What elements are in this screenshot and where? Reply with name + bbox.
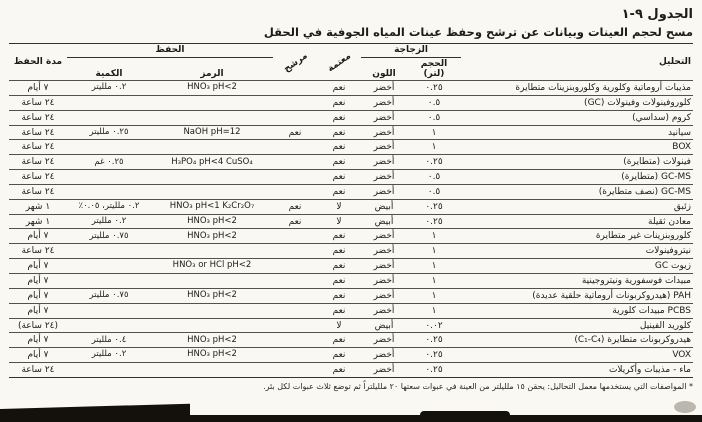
header-opaque-label: معتمة [326, 51, 354, 75]
volume-cell: ٠.٢٥ [407, 81, 461, 96]
table-row [9, 184, 693, 199]
filtered-cell [273, 333, 317, 348]
filtered-cell: نعم [273, 125, 317, 140]
preservative-quantity-cell [67, 140, 151, 155]
opaque-cell: نعم [317, 333, 361, 348]
filtered-cell [273, 288, 317, 303]
holding-time-cell: (٢٤ ساعة) [9, 318, 67, 333]
filtered-cell [273, 184, 317, 199]
holding-time-cell: ٢٤ ساعة [9, 125, 67, 140]
preservative-symbol-cell: NaOH pH=12 [151, 125, 273, 140]
preservative-quantity-cell [67, 110, 151, 125]
volume-cell: ٠.٢٥ [407, 155, 461, 170]
holding-time-cell: ٢٤ ساعة [9, 244, 67, 259]
holding-time-cell: ٧ أيام [9, 259, 67, 274]
bottle-color-cell: أخضر [361, 348, 407, 363]
opaque-cell: لا [317, 318, 361, 333]
header-bottle-group: الزجاجة [361, 44, 461, 58]
bottle-color-cell: أخضر [361, 229, 407, 244]
table-row [9, 214, 693, 229]
preservative-symbol-cell: HNO₃ or HCl pH<2 [151, 259, 273, 274]
volume-cell: ٠.٥ [407, 184, 461, 199]
holding-time-cell: ٧ أيام [9, 348, 67, 363]
table-row [9, 199, 693, 214]
opaque-cell: نعم [317, 125, 361, 140]
opaque-cell: نعم [317, 273, 361, 288]
analysis-cell: هيدروكربونات متطايرة (C₁-C₄) [461, 333, 693, 348]
holding-time-cell: ٧ أيام [9, 229, 67, 244]
opaque-cell: نعم [317, 110, 361, 125]
preservative-quantity-cell [67, 184, 151, 199]
opaque-cell: لا [317, 214, 361, 229]
volume-cell: ٠.٠٢ [407, 318, 461, 333]
table-row [9, 110, 693, 125]
opaque-cell: نعم [317, 348, 361, 363]
table-row [9, 81, 693, 96]
opaque-cell: نعم [317, 140, 361, 155]
table-row [9, 348, 693, 363]
analysis-cell: فينولات (متطايرة) [461, 155, 693, 170]
preservative-symbol-cell [151, 273, 273, 288]
table-row [9, 259, 693, 274]
bottle-color-cell: أخضر [361, 363, 407, 378]
preservative-symbol-cell: HNO₃ pH<2 [151, 288, 273, 303]
table-header [9, 44, 693, 81]
volume-cell: ٠.٢٥ [407, 363, 461, 378]
opaque-cell: نعم [317, 229, 361, 244]
preservative-symbol-cell [151, 303, 273, 318]
holding-time-cell: ٢٤ ساعة [9, 95, 67, 110]
opaque-cell: نعم [317, 303, 361, 318]
preservative-symbol-cell: HNO₃ pH<2 [151, 333, 273, 348]
preservative-symbol-cell: HNO₃ pH<2 [151, 81, 273, 96]
table-row [9, 363, 693, 378]
footnote: * المواصفات التي يستخدمها معمل التحاليل: يحقن ١٥ ملليلتر من العينة في عبوات سعتها ٢٠ ملليلتراً ثم توضع ثلاث عبوات لكل بئر. [263, 381, 693, 391]
opaque-cell: نعم [317, 288, 361, 303]
opaque-cell: نعم [317, 259, 361, 274]
holding-time-cell: ٧ أيام [9, 273, 67, 288]
scan-edge-artifact [0, 415, 702, 422]
holding-time-cell: ٢٤ ساعة [9, 363, 67, 378]
analysis-cell: سيانيد [461, 125, 693, 140]
analysis-cell: معادن ثقيلة [461, 214, 693, 229]
table-row [9, 318, 693, 333]
preservative-quantity-cell: ٠.٤ ملليتر [67, 333, 151, 348]
bottle-color-cell: أخضر [361, 273, 407, 288]
preservative-symbol-cell: HNO₃ pH<2 [151, 214, 273, 229]
filtered-cell [273, 348, 317, 363]
preservative-symbol-cell [151, 95, 273, 110]
preservative-quantity-cell [67, 303, 151, 318]
header-quantity: الكمية [95, 69, 123, 79]
preservative-symbol-cell [151, 363, 273, 378]
table-row [9, 125, 693, 140]
volume-cell: ١ [407, 303, 461, 318]
opaque-cell: نعم [317, 95, 361, 110]
filtered-cell [273, 155, 317, 170]
filtered-cell: نعم [273, 199, 317, 214]
filtered-cell [273, 259, 317, 274]
filtered-cell [273, 229, 317, 244]
holding-time-cell: ٧ أيام [9, 333, 67, 348]
table-row [9, 155, 693, 170]
opaque-cell: لا [317, 199, 361, 214]
bottle-color-cell: أخضر [361, 125, 407, 140]
holding-time-cell: ٢٤ ساعة [9, 155, 67, 170]
preservative-symbol-cell [151, 170, 273, 185]
opaque-cell: نعم [317, 363, 361, 378]
bottle-color-cell: أخضر [361, 170, 407, 185]
table-row [9, 273, 693, 288]
bottle-color-cell: أخضر [361, 333, 407, 348]
bottle-color-cell: أخضر [361, 184, 407, 199]
volume-cell: ١ [407, 288, 461, 303]
opaque-cell: نعم [317, 244, 361, 259]
header-color: اللون [372, 69, 396, 79]
filtered-cell [273, 363, 317, 378]
preservative-quantity-cell [67, 318, 151, 333]
bottle-color-cell: أخضر [361, 155, 407, 170]
opaque-cell: نعم [317, 81, 361, 96]
filtered-cell [273, 170, 317, 185]
preservative-symbol-cell: HNO₃ pH<2 [151, 348, 273, 363]
preservative-quantity-cell: ٠.٧٥ ملليتر [67, 229, 151, 244]
header-filtered [273, 44, 317, 81]
preservative-quantity-cell [67, 259, 151, 274]
table-caption: مسح لحجم العينات وبيانات عن ترشح وحفظ عينات المياه الجوفية في الحقل [263, 25, 693, 39]
volume-cell: ١ [407, 229, 461, 244]
bottle-color-cell: أبيض [361, 214, 407, 229]
header-symbol: الرمز [200, 69, 224, 79]
analysis-cell: PAH (هيدروكربونات أروماتية حلقية عديدة) [461, 288, 693, 303]
analysis-cell: GC-MS (متطايرة) [461, 170, 693, 185]
holding-time-cell: ٧ أيام [9, 81, 67, 96]
analysis-cell: كروم (سداسي) [461, 110, 693, 125]
holding-time-cell: ١ شهر [9, 199, 67, 214]
analysis-cell: كلوروبنزينات غير متطايرة [461, 229, 693, 244]
volume-cell: ١ [407, 259, 461, 274]
scan-edge-wedge [0, 404, 190, 422]
table-row [9, 288, 693, 303]
analysis-cell: مذيبات أروماتية وكلورية وكلوروبنزينات متطايرة [461, 81, 693, 96]
preservative-symbol-cell [151, 318, 273, 333]
volume-cell: ١ [407, 125, 461, 140]
table-row [9, 140, 693, 155]
holding-time-cell: ٢٤ ساعة [9, 110, 67, 125]
table-row [9, 303, 693, 318]
analysis-cell: BOX [461, 140, 693, 155]
preservative-symbol-cell [151, 244, 273, 259]
filtered-cell [273, 95, 317, 110]
analysis-cell: زئبق [461, 199, 693, 214]
holding-time-cell: ٧ أيام [9, 303, 67, 318]
filtered-cell [273, 303, 317, 318]
filtered-cell [273, 273, 317, 288]
bottle-color-cell: أخضر [361, 244, 407, 259]
opaque-cell: نعم [317, 184, 361, 199]
bottle-color-cell: أخضر [361, 259, 407, 274]
volume-cell: ٠.٥ [407, 95, 461, 110]
holding-time-cell: ١ شهر [9, 214, 67, 229]
holding-time-cell: ٢٤ ساعة [9, 170, 67, 185]
volume-cell: ٠.٢٥ [407, 348, 461, 363]
analysis-cell: زيوت GC [461, 259, 693, 274]
analysis-cell: PCBS مبيدات كلورية [461, 303, 693, 318]
opaque-cell: نعم [317, 170, 361, 185]
preservative-symbol-cell: H₃PO₄ pH<4 CuSO₄ [151, 155, 273, 170]
volume-cell: ٠.٥ [407, 110, 461, 125]
holding-time-cell: ٢٤ ساعة [9, 140, 67, 155]
table-number: الجدول ٩-١ [621, 7, 693, 22]
bottle-color-cell: أخضر [361, 288, 407, 303]
preservative-quantity-cell [67, 95, 151, 110]
preservative-quantity-cell: ٠.٢٥ غم [67, 155, 151, 170]
header-filtered-label: مرشح [281, 51, 310, 75]
volume-cell: ١ [407, 140, 461, 155]
filtered-cell [273, 110, 317, 125]
volume-cell: ٠.٢٥ [407, 199, 461, 214]
preservative-quantity-cell: ٠.٢ ملليتر [67, 214, 151, 229]
bottle-color-cell: أخضر [361, 140, 407, 155]
bottle-color-cell: أخضر [361, 81, 407, 96]
table-row [9, 170, 693, 185]
scan-smudge [674, 401, 696, 413]
analysis-cell: ماء - مذيبات وأكريلات [461, 363, 693, 378]
volume-cell: ١ [407, 244, 461, 259]
bottle-color-cell: أخضر [361, 303, 407, 318]
preservative-symbol-cell [151, 110, 273, 125]
volume-cell: ٠.٢٥ [407, 214, 461, 229]
preservative-quantity-cell: ٠.٢ ملليتر [67, 348, 151, 363]
preservative-quantity-cell: ٠.٢ ملليتر [67, 81, 151, 96]
filtered-cell [273, 244, 317, 259]
preservative-quantity-cell: ٠.٢٥ ملليتر [67, 125, 151, 140]
table-body [9, 81, 693, 378]
analysis-cell: مبيدات فوسفورية ونيتروجينية [461, 273, 693, 288]
holding-time-cell: ٢٤ ساعة [9, 184, 67, 199]
filtered-cell: نعم [273, 214, 317, 229]
volume-cell: ٠.٢٥ [407, 333, 461, 348]
analysis-cell: VOX [461, 348, 693, 363]
analysis-cell: GC-MS (نصف متطايرة) [461, 184, 693, 199]
filtered-cell [273, 318, 317, 333]
header-preservation-group: الحفظ [67, 44, 273, 58]
header-analysis: التحليل [658, 57, 691, 67]
scan-edge-bump [420, 411, 510, 419]
preservative-quantity-cell [67, 273, 151, 288]
bottle-color-cell: أخضر [361, 95, 407, 110]
preservative-quantity-cell: ٠.٢ ملليتر، ٠.٠٥٪ [67, 199, 151, 214]
table-row [9, 244, 693, 259]
opaque-cell: نعم [317, 155, 361, 170]
preservative-quantity-cell [67, 244, 151, 259]
table-row [9, 95, 693, 110]
preservative-quantity-cell: ٠.٧٥ ملليتر [67, 288, 151, 303]
header-opaque [317, 44, 361, 81]
preservative-symbol-cell [151, 184, 273, 199]
holding-time-cell: ٧ أيام [9, 288, 67, 303]
volume-cell: ٠.٥ [407, 170, 461, 185]
header-duration: مدة الحفظ [13, 57, 63, 67]
preservative-symbol-cell [151, 140, 273, 155]
volume-cell: ١ [407, 273, 461, 288]
preservative-quantity-cell [67, 363, 151, 378]
analysis-cell: كلوروفينولات وفينولات (GC) [461, 95, 693, 110]
preservative-quantity-cell [67, 170, 151, 185]
preservative-symbol-cell: HNO₃ pH<1 K₂Cr₂O₇ [151, 199, 273, 214]
samples-table [9, 43, 693, 378]
bottle-color-cell: أخضر [361, 110, 407, 125]
preservative-symbol-cell: HNO₃ pH<2 [151, 229, 273, 244]
filtered-cell [273, 140, 317, 155]
table-row [9, 229, 693, 244]
table-row [9, 333, 693, 348]
analysis-cell: نيتروفينولات [461, 244, 693, 259]
filtered-cell [273, 81, 317, 96]
bottle-color-cell: أبيض [361, 199, 407, 214]
header-volume: الحجم (لتر) [420, 59, 448, 79]
bottle-color-cell: أبيض [361, 318, 407, 333]
analysis-cell: كلوريد الفينيل [461, 318, 693, 333]
